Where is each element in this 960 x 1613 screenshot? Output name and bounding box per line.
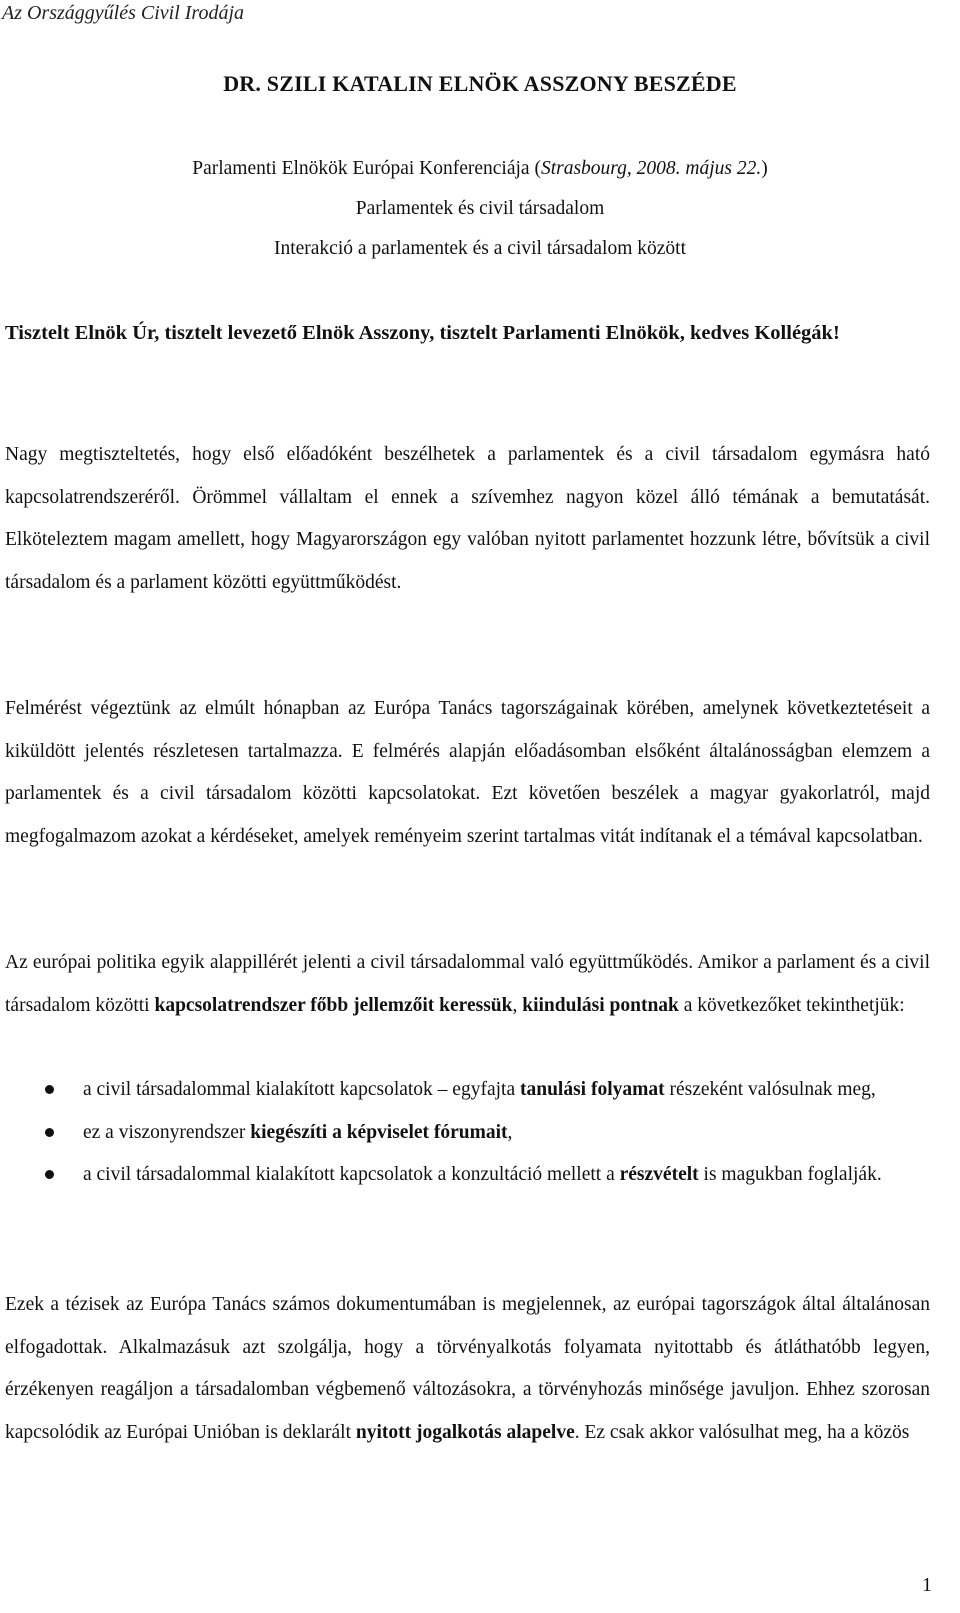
list-item: a civil társadalommal kialakított kapcsolatok – egyfajta tanulási folyamat részeként valósulnak meg, [5,1069,930,1112]
document-title: DR. SZILI KATALIN ELNÖK ASSZONY BESZÉDE [223,71,737,96]
list-item: ez a viszonyrendszer kiegészíti a képviselet fórumait, [5,1112,930,1155]
conference-close-paren: ) [761,158,768,179]
header-note: Az Országgyűlés Civil Irodája [2,2,245,24]
paragraph-4: Ezek a tézisek az Európa Tanács számos dokumentumában is megjelennek, az európai tagországok által általánosan elfogadottak. Alkalmazásuk azt szolgálja, hogy a törvényalkotás folyamata nyitottabb és átláthatóbb legyen, érzékenyen reagáljon a társadalomban végbemenő változásokra, a törvényhozás minősége javuljon. Ehhez szorosan kapcsolódik az Európai Unióban is deklarált nyitott jogalkotás alapelve. Ez csak akkor valósulhat meg, ha a közös [5,1294,930,1443]
list-item: a civil társadalommal kialakított kapcsolatok a konzultáció mellett a részvételt is magukban foglalják. [5,1154,930,1197]
conference-name: Parlamenti Elnökök Európai Konferenciája ( [192,158,541,179]
conference-line [0,156,960,182]
page-number: 1 [922,1574,932,1596]
paragraph-3: Az európai politika egyik alappillérét jelenti a civil társadalommal való együttműködés. Amikor a parlament és a civil társadalom közötti kapcsolatrendszer főbb jellemzőit keressük, kiindulási pontnak a következőket tekinthetjük: [5,952,930,1016]
topic-line: Parlamentek és civil társadalom [355,198,605,219]
subtopic-line: Interakció a parlamentek és a civil társadalom között [273,238,687,259]
paragraph-1: Nagy megtiszteltetés, hogy első előadóként beszélhetek a parlamentek és a civil társadalom egymásra ható kapcsolatrendszeréről. Örömmel vállaltam el ennek a szívemhez nagyon közel álló témának a bemutatását. Elköteleztem magam amellett, hogy Magyarországon egy valóban nyitott parlamentet hozzunk létre, bővítsük a civil társadalom és a parlament közötti együttműködést. [5,444,930,593]
bullet-icon [45,1085,54,1094]
emphasis-open-legislation: nyitott jogalkotás alapelve [355,1421,575,1443]
paragraph-2: Felmérést végeztünk az elmúlt hónapban az Európa Tanács tagországainak körében, amelynek következtetéseit a kiküldött jelentés részletesen tartalmazza. E felmérés alapján előadásomban elsőként általánosságban elemzem a parlamentek és a civil társadalom közötti kapcsolatokat. Ezt követően beszélek a magyar gyakorlatról, majd megfogalmazom azokat a kérdéseket, amelyek reményeim szerint tartalmas vitát indítanak el a témával kapcsolatban. [5,698,930,847]
emphasis-starting-point: kiindulási pontnak [522,994,679,1016]
thesis-list [5,1069,930,1197]
emphasis-relationship-system: kapcsolatrendszer főbb jellemzőit keressük [154,994,513,1016]
salutation: Tisztelt Elnök Úr, tisztelt levezető Elnök Asszony, tisztelt Parlamenti Elnökök, kedves Kollégák! [5,322,840,344]
conference-place-date: Strasbourg, 2008. május 22. [540,158,762,179]
bullet-icon [45,1128,54,1137]
bullet-icon [45,1170,54,1179]
